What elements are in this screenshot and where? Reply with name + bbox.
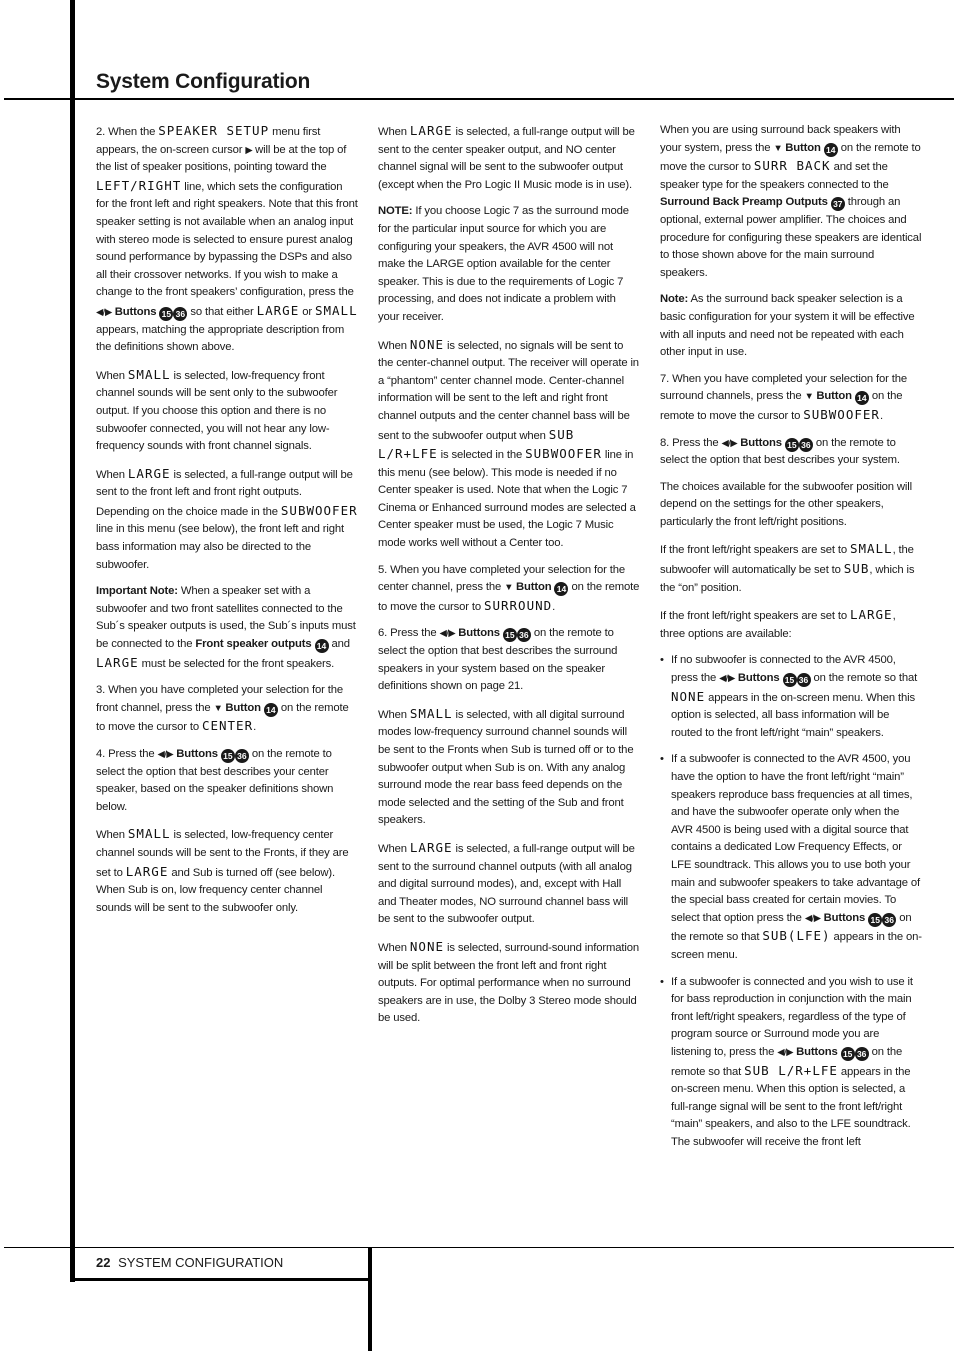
osd-menu-text: SPEAKER SETUP bbox=[158, 123, 270, 138]
osd-menu-text: LARGE bbox=[409, 839, 453, 855]
text-run: line, which sets the configuration for the front left and right speakers. Note that this front speaker setting is not available when an analog input with stereo mode is selected to ensure purest analog sound performance by bypassing the DSPs and also all their crossover networks. If you wish to make a change to the front speakers’ configuration, press the bbox=[96, 180, 358, 299]
text-run: As the surround back speaker selection is a basic configuration for your system it will be effective with all inputs and need not be repeated with each other input in use. bbox=[660, 293, 915, 359]
text-run: When a speaker set with a subwoofer and two front satellites connected to the Sub´s speaker outputs is used, the Sub´s inputs must be connected to the bbox=[96, 585, 356, 651]
text-run: through an optional, external power amplifier. The choices and procedure for configuring these speakers are identical to those shown above for the main surround speakers. bbox=[660, 196, 922, 279]
text-run: will be at the top of the list of speaker positions, pointing toward the bbox=[96, 143, 347, 174]
footer-rule bbox=[4, 1247, 954, 1248]
paragraph bbox=[660, 974, 922, 1152]
text-run: and bbox=[328, 638, 350, 651]
paragraph bbox=[96, 583, 358, 673]
text-run: 6. Press the bbox=[378, 627, 440, 640]
text-run: If a subwoofer is connected to the AVR 4500, you have the option to have the front left/right “main” speakers reproduce bass frequencies at all times, and have the subwoofer operate only when the AVR 4500 is being used with a digital source that contains a dedicated Low Frequency Effects, or LFE soundtrack. This allows you to use both your main and subwoofer speakers to take advantage of the special bass created for certain movies. To select that option press the bbox=[671, 753, 921, 924]
arrow-icon: ◀/▶ bbox=[439, 628, 456, 640]
text-run: When bbox=[96, 829, 128, 842]
paragraph bbox=[96, 825, 358, 917]
osd-menu-text: LARGE bbox=[96, 654, 139, 670]
callout-number-icon: 15 bbox=[868, 913, 882, 927]
text-run: . bbox=[879, 409, 883, 422]
text-run: , the subwoofer will automatically be set to bbox=[660, 544, 914, 577]
text-run: , three options are available: bbox=[660, 610, 896, 640]
text-run: appears, matching the appropriate description from the definitions shown above. bbox=[96, 323, 345, 354]
text-run: If a subwoofer is connected and you wish to use it for bass reproduction in conjunction with the main front left/right speakers, regardless of the type of program source or Surround mode you are listening to, press the bbox=[671, 975, 913, 1058]
text-run bbox=[780, 672, 783, 684]
paragraph bbox=[378, 336, 640, 553]
text-run: so that either bbox=[187, 305, 257, 318]
bold-term: Buttons bbox=[176, 748, 218, 760]
text-run: is selected, with all digital surround modes low-frequency surround channel sounds will be sent to the Fronts when Sub is turned off or to the subwoofer output when Sub is on. With any analog surround mode the rear bass feed depends on the mode selected and the setting of the Sub and front speakers. bbox=[378, 708, 634, 827]
text-run: is selected, low-frequency center channel sounds will be sent to the Fronts, if they are set to bbox=[96, 829, 349, 879]
text-run: on the remote to move the cursor to bbox=[378, 581, 640, 613]
text-run: is selected, a full-range output will be sent to the center speaker output, and NO center channel signal will be sent to the subwoofer output (except when the Pro Logic II Music mode is in use). bbox=[378, 126, 635, 191]
text-run: When you are using surround back speakers with your system, press the bbox=[660, 124, 901, 154]
callout-number-icon: 36 bbox=[173, 307, 187, 321]
bold-term: Buttons bbox=[740, 436, 782, 449]
text-run: When bbox=[378, 339, 410, 352]
bold-term: Button bbox=[516, 581, 552, 594]
text-run: The choices available for the subwoofer position will depend on the settings for the other speakers, particularly the front left/right positions. bbox=[660, 480, 913, 528]
osd-menu-text: LARGE bbox=[127, 465, 171, 481]
text-run: and Sub is turned off (see below). When Sub is on, low frequency center channel sounds will be sent to the subwoofer only. bbox=[96, 866, 335, 914]
callout-number-icon: 15 bbox=[159, 307, 173, 321]
text-run: 8. Press the bbox=[660, 436, 722, 449]
osd-menu-text: SUBWOOFER bbox=[803, 406, 880, 422]
callout-number-icon: 14 bbox=[315, 639, 329, 653]
text-run: . bbox=[253, 721, 257, 734]
text-run: appears in the on-screen menu. When this option is selected, a full-range signal will be sent to the front left/right “main” speakers, and also to the LFE soundtrack. The subwoofer will receive the front left bbox=[671, 1065, 911, 1148]
arrow-icon: ◀/▶ bbox=[721, 437, 738, 449]
arrow-icon: ▼ bbox=[213, 702, 223, 714]
text-run: on the remote so that bbox=[810, 672, 918, 685]
callout-number-icon: 36 bbox=[235, 749, 249, 763]
text-run: on the remote to move the cursor to bbox=[660, 141, 921, 174]
text-run: 5. When you have completed your selection for the center channel, press the bbox=[378, 563, 625, 594]
left-margin-bar bbox=[70, 0, 75, 1282]
footer-divider-bar bbox=[368, 1248, 372, 1351]
osd-menu-text: SMALL bbox=[849, 541, 893, 557]
callout-number-icon: 36 bbox=[882, 913, 896, 927]
callout-number-icon: 36 bbox=[799, 438, 813, 452]
text-run: must be selected for the front speakers. bbox=[138, 657, 335, 670]
paragraph bbox=[378, 839, 640, 929]
text-run: on the remote to select the option that best describes the surround speakers in your system based on the speaker definitions shown on page 21. bbox=[378, 627, 618, 693]
text-run: When bbox=[378, 842, 410, 855]
callout-number-icon: 14 bbox=[554, 582, 568, 596]
paragraph bbox=[660, 652, 922, 742]
text-run: If the front left/right speakers are set to bbox=[660, 610, 850, 623]
paragraph bbox=[660, 540, 922, 597]
osd-menu-text: SUBWOOFER bbox=[525, 446, 602, 462]
text-run: on the remote to move the cursor to bbox=[96, 701, 349, 734]
text-run: is selected, a full-range output will be sent to the surround channel outputs (with all analog and digital surround modes), and, except with Hall and Theater modes, NO surround channel bass will be sent to the subwoofer output. bbox=[378, 842, 635, 926]
text-run: 4. Press the bbox=[96, 748, 158, 760]
text-run: 2. When the bbox=[96, 126, 159, 138]
paragraph bbox=[378, 705, 640, 830]
header-rule bbox=[4, 98, 954, 100]
text-run: If you choose Logic 7 as the surround mode for the particular input source for which you are configuring your speakers, the AVR 4500 will not make the LARGE option available for the center speaker. This is due to the requirements of Logic 7 processing, and does not indicate a problem with your receiver. bbox=[378, 205, 629, 323]
bold-term: NOTE: bbox=[378, 205, 413, 218]
text-run: , which is the “on” position. bbox=[660, 564, 915, 594]
bold-term: Buttons bbox=[737, 672, 780, 685]
text-run: appears in the on-screen menu. When this option is selected, all bass information will be routed to the front left/right “main” speakers. bbox=[671, 691, 915, 739]
paragraph bbox=[378, 625, 640, 695]
osd-menu-text: NONE bbox=[409, 336, 445, 352]
osd-menu-text: SMALL bbox=[314, 302, 358, 318]
callout-number-icon: 36 bbox=[855, 1047, 869, 1061]
text-run: . bbox=[552, 600, 556, 613]
text-run: is selected in the bbox=[437, 449, 526, 462]
text-run: is selected, low-frequency front channel sounds will be sent only to the subwoofer output. If you choose this option and there is no subwoofer connected, you will not hear any low-frequency sounds with front channel signals. bbox=[96, 369, 338, 453]
paragraph bbox=[660, 479, 922, 532]
text-run: When bbox=[378, 708, 410, 721]
osd-menu-text: SURROUND bbox=[483, 597, 553, 613]
osd-menu-text: LARGE bbox=[256, 302, 300, 318]
text-run: When bbox=[378, 941, 410, 954]
text-run: When bbox=[378, 126, 410, 138]
text-run: line in this menu (see below). This mode is needed if no Center speaker is used. Note that when the Logic 7 Cinema or Enhanced surround modes are selected a Center speaker must be used, the Logic 7 Music mode works well without a Center too. bbox=[378, 449, 636, 550]
page-footer bbox=[96, 1255, 283, 1270]
text-run: appears in the on-screen menu. bbox=[671, 931, 922, 961]
text-run: on the remote to select the option that best describes your center speaker, based on the speaker definitions shown below. bbox=[96, 748, 334, 813]
paragraph bbox=[96, 366, 358, 456]
text-run: If no subwoofer is connected to the AVR 4500, press the bbox=[671, 654, 896, 685]
callout-number-icon: 15 bbox=[785, 438, 799, 452]
bold-term: Buttons bbox=[796, 1045, 838, 1058]
text-run: is selected, surround-sound information will be split between the front left and front right outputs. For optimal performance when no surround speakers are in use, the Dolby 3 Stereo mode should be used. bbox=[378, 941, 639, 1025]
page-number: 22 bbox=[96, 1255, 111, 1270]
text-run: on the remote so that bbox=[671, 1045, 903, 1078]
paragraph bbox=[660, 122, 922, 282]
osd-menu-text: SUB L/R+LFE bbox=[378, 426, 575, 462]
paragraph bbox=[660, 371, 922, 426]
bold-term: Note: bbox=[660, 293, 689, 306]
bold-term: Buttons bbox=[458, 627, 500, 640]
bold-term: Front speaker outputs bbox=[195, 638, 312, 651]
paragraph bbox=[660, 606, 922, 643]
text-run: and set the speaker type for the speakers connected to the bbox=[660, 161, 889, 191]
callout-number-icon: 14 bbox=[855, 391, 869, 405]
osd-menu-text: SUBWOOFER bbox=[280, 502, 358, 518]
arrow-icon: ◀/▶ bbox=[777, 1046, 794, 1058]
arrow-icon: ▼ bbox=[773, 142, 783, 154]
bold-term: Button bbox=[225, 701, 261, 714]
text-run: line in this menu (see below), the front left and right bass information may also be directed to the subwoofer. bbox=[96, 523, 344, 571]
bold-term: Surround Back Preamp Outputs bbox=[660, 196, 828, 209]
bold-term: Button bbox=[816, 390, 852, 403]
paragraph bbox=[96, 682, 358, 737]
arrow-icon: ◀/▶ bbox=[804, 912, 821, 924]
text-run: 7. When you have completed your selection for the surround channels, press the bbox=[660, 372, 907, 403]
paragraph bbox=[378, 122, 640, 194]
osd-menu-text: SMALL bbox=[127, 826, 171, 842]
osd-menu-text: CENTER bbox=[201, 718, 254, 734]
text-column-1 bbox=[96, 122, 358, 926]
osd-menu-text: SUB(LFE) bbox=[762, 928, 831, 944]
paragraph bbox=[96, 465, 358, 575]
osd-menu-text: LEFT/RIGHT bbox=[96, 177, 182, 193]
paragraph bbox=[96, 122, 358, 357]
footer-section-label: SYSTEM CONFIGURATION bbox=[118, 1255, 284, 1270]
text-run: If the front left/right speakers are set to bbox=[660, 544, 850, 557]
osd-menu-text: SMALL bbox=[127, 366, 171, 382]
arrow-icon: ▶ bbox=[245, 144, 253, 156]
paragraph bbox=[660, 291, 922, 361]
callout-number-icon: 15 bbox=[221, 749, 235, 763]
bold-term: Buttons bbox=[823, 911, 866, 924]
text-run: on the remote to move the cursor to bbox=[660, 390, 903, 422]
osd-menu-text: LARGE bbox=[125, 863, 169, 879]
osd-menu-text: SMALL bbox=[409, 705, 453, 721]
text-run: 3. When you have completed your selection for the front channel, press the bbox=[96, 684, 343, 714]
osd-menu-text: LARGE bbox=[849, 607, 893, 623]
text-run: When bbox=[96, 369, 128, 382]
osd-menu-text: SURR BACK bbox=[753, 158, 831, 174]
text-run: is selected, no signals will be sent to the center-channel output. The receiver will operate in a “phantom” center channel mode. Center-channel information will be sent to the left and right front channel outputs and the center channel bass will be sent to the subwoofer output when bbox=[378, 339, 639, 442]
arrow-icon: ▼ bbox=[804, 391, 814, 403]
bold-term: Important Note: bbox=[96, 585, 178, 598]
arrow-icon: ◀/▶ bbox=[719, 673, 735, 685]
arrow-icon: ▼ bbox=[504, 582, 513, 594]
paragraph bbox=[96, 746, 358, 816]
osd-menu-text: SUB L/R+LFE bbox=[744, 1062, 838, 1078]
callout-number-icon: 36 bbox=[517, 628, 531, 642]
bold-term: Button bbox=[785, 141, 821, 154]
paragraph bbox=[378, 562, 640, 617]
osd-menu-text: NONE bbox=[409, 938, 445, 954]
text-run: on the remote so that bbox=[671, 911, 912, 944]
callout-number-icon: 14 bbox=[264, 703, 278, 717]
paragraph bbox=[378, 938, 640, 1028]
callout-number-icon: 15 bbox=[841, 1047, 855, 1061]
osd-menu-text: NONE bbox=[671, 688, 706, 704]
text-run: When bbox=[96, 468, 128, 481]
callout-number-icon: 15 bbox=[783, 673, 797, 687]
osd-menu-text: LARGE bbox=[409, 123, 453, 138]
callout-number-icon: 36 bbox=[797, 673, 811, 687]
text-run: is selected, a full-range output will be sent to the front left and front right outputs. Depending on the choice made in the bbox=[96, 468, 353, 518]
paragraph bbox=[660, 435, 922, 470]
paragraph bbox=[660, 751, 922, 964]
arrow-icon: ◀/▶ bbox=[96, 306, 112, 318]
bold-term: Buttons bbox=[114, 305, 157, 318]
text-run: or bbox=[299, 305, 315, 318]
callout-number-icon: 14 bbox=[824, 143, 838, 157]
paragraph bbox=[378, 203, 640, 326]
text-run: menu first appears, the on-screen cursor bbox=[96, 126, 321, 156]
text-run: on the remote to select the option that best describes your system. bbox=[660, 436, 900, 467]
footer-box-rule bbox=[70, 1278, 372, 1281]
page-title: System Configuration bbox=[96, 70, 311, 93]
callout-number-icon: 15 bbox=[503, 628, 517, 642]
osd-menu-text: SUB bbox=[843, 561, 870, 577]
arrow-icon: ◀/▶ bbox=[157, 749, 174, 760]
text-run bbox=[312, 638, 315, 650]
text-column-3 bbox=[660, 122, 922, 1160]
text-column-2 bbox=[378, 122, 640, 1037]
callout-number-icon: 37 bbox=[831, 197, 845, 211]
